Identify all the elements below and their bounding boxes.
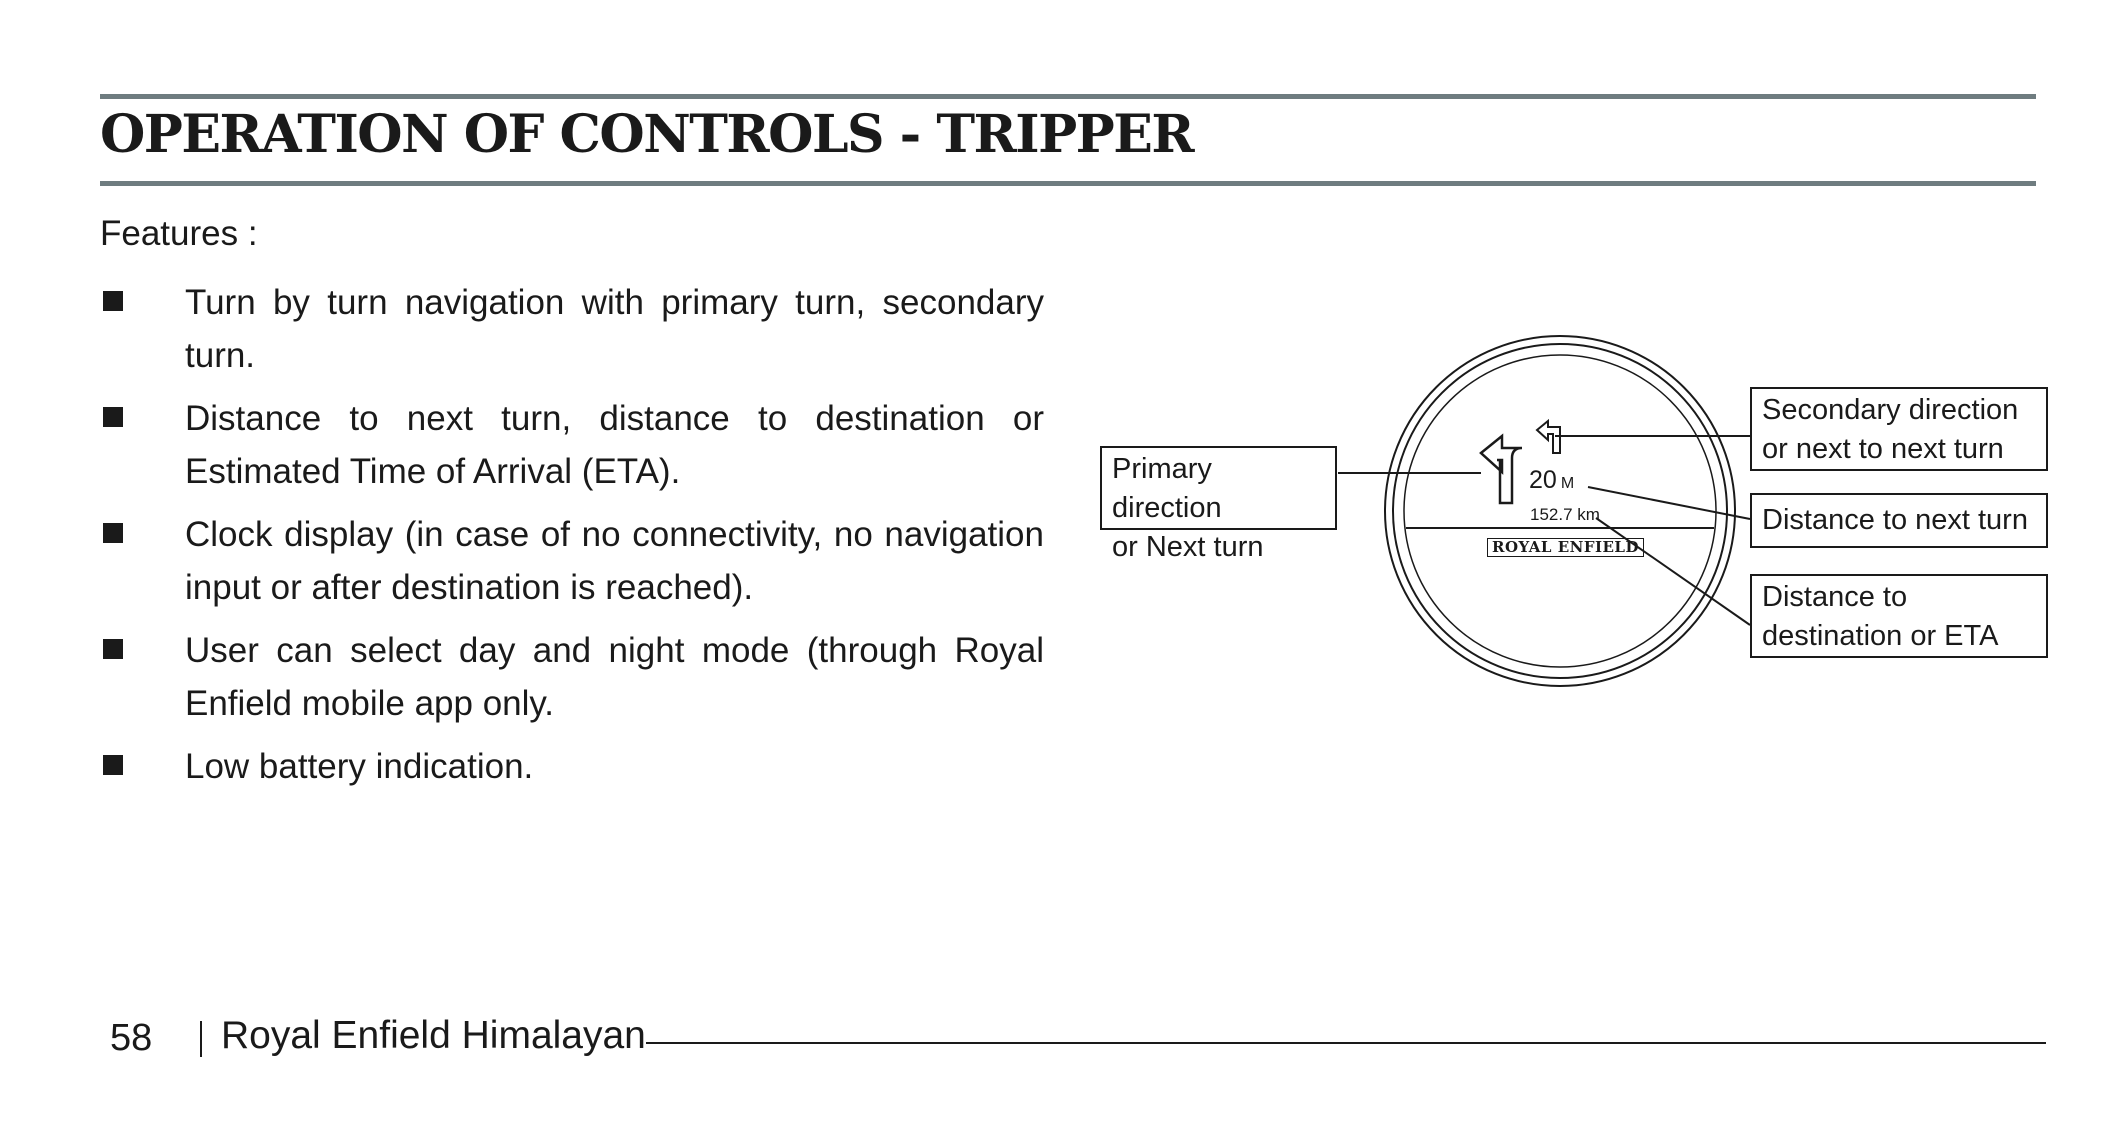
list-item-text: Distance to next turn, distance to destination or Estimated Time of Arrival (ETA).: [185, 399, 1044, 491]
dial-total-distance: 152.7 km: [1530, 505, 1600, 524]
callout-text: Distance to: [1762, 581, 1908, 613]
callout-primary-direction: [1100, 446, 1337, 563]
page-title: OPERATION OF CONTROLS - TRIPPER: [100, 104, 1194, 165]
callout-text: or Next turn: [1112, 531, 1264, 563]
royal-enfield-logo: ROYAL ENFIELD: [1487, 538, 1644, 557]
list-item-text: Clock display (in case of no connectivity, no navigation input or after destination is reached).: [185, 515, 1044, 607]
list-item-text: User can select day and night mode (through Royal Enfield mobile app only.: [185, 631, 1044, 723]
callout-text: Distance to next turn: [1762, 504, 2028, 536]
callout-distance-next-turn: [1750, 493, 2048, 548]
dial-distance-value: 20: [1529, 466, 1557, 494]
callout-text: Primary direction: [1112, 453, 1222, 524]
footer-separator: [200, 1021, 202, 1057]
footer-title: Royal Enfield Himalayan: [221, 1014, 646, 1057]
callout-text: or next to next turn: [1762, 433, 2004, 465]
dial-distance-unit: M: [1560, 475, 1575, 492]
list-item-text: Turn by turn navigation with primary turn, secondary turn.: [185, 283, 1044, 375]
callout-text: destination or ETA: [1762, 620, 1999, 652]
features-heading: Features :: [100, 214, 258, 253]
dial-distance-readout: [1529, 466, 1574, 495]
callout-secondary-direction: [1750, 387, 2048, 471]
turn-left-arrow-icon: [1481, 436, 1522, 503]
page-number: 58: [110, 1017, 153, 1059]
footer-rule: [646, 1042, 2046, 1044]
callout-distance-destination-eta: [1750, 574, 2048, 658]
list-item-text: Low battery indication.: [185, 747, 534, 786]
callout-text: Secondary direction: [1762, 394, 2019, 426]
